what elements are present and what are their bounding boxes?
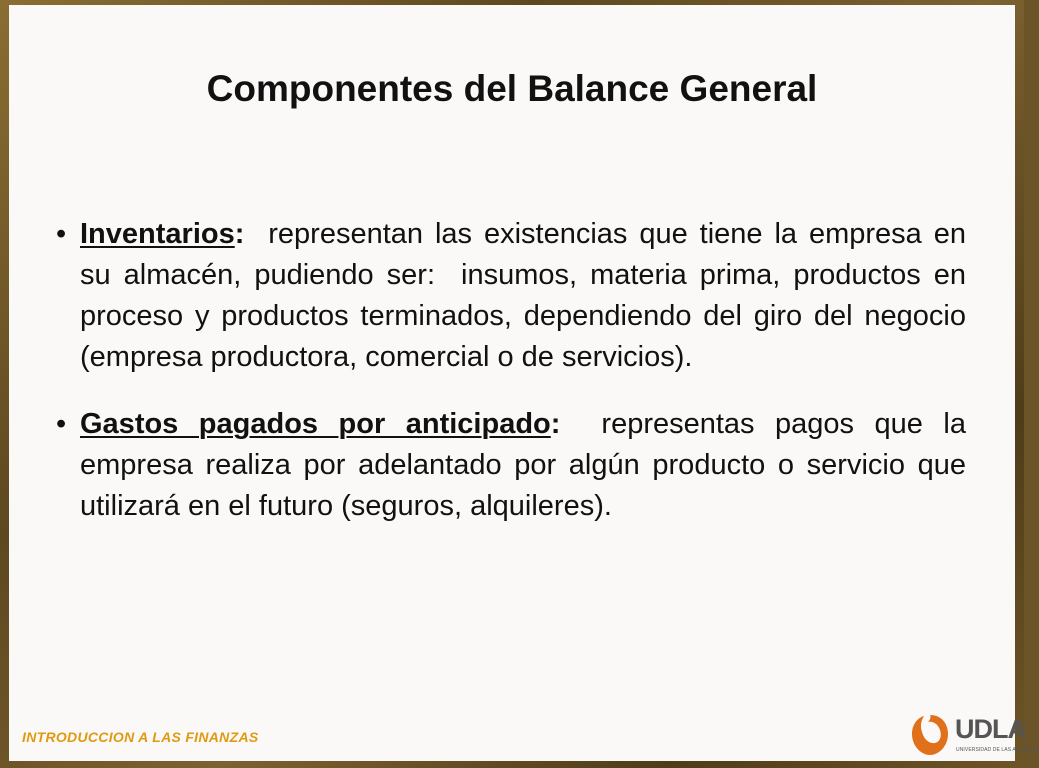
bullet-item-gastos-pagados (53, 404, 975, 527)
udla-logo (911, 713, 1039, 759)
bullet-list (53, 214, 975, 527)
bullet-text: representan las existencias que tiene la empresa en su almacén, pudiendo ser: insumos, materia prima, productos en proceso y productos terminados, dependiendo del giro del negocio (empresa productora, comercial o de servicios). (80, 218, 975, 373)
bullet-term-colon: : (550, 408, 561, 440)
bullet-icon: • (56, 408, 67, 440)
bullet-term-colon: : (234, 218, 245, 250)
bullet-text: representas pagos que la empresa realiza por adelantado por algún producto o servicio que utilizará en el futuro (seguros, alquileres). (80, 408, 975, 522)
footer-course-label: INTRODUCCION A LAS FINANZAS (22, 729, 259, 745)
slide (9, 5, 1039, 761)
bullet-term: Gastos pagados por anticipado (80, 408, 551, 440)
bullet-icon: • (56, 218, 67, 250)
udla-logo-subtitle: UNIVERSIDAD DE LAS AMÉRICAS (956, 747, 1039, 753)
udla-logo-text: UDLA (955, 714, 1026, 744)
bullet-term: Inventarios (80, 218, 235, 250)
bullet-item-inventarios (53, 214, 975, 378)
slide-title: Componentes del Balance General (206, 68, 818, 109)
udla-logo-mark-icon (911, 713, 949, 757)
